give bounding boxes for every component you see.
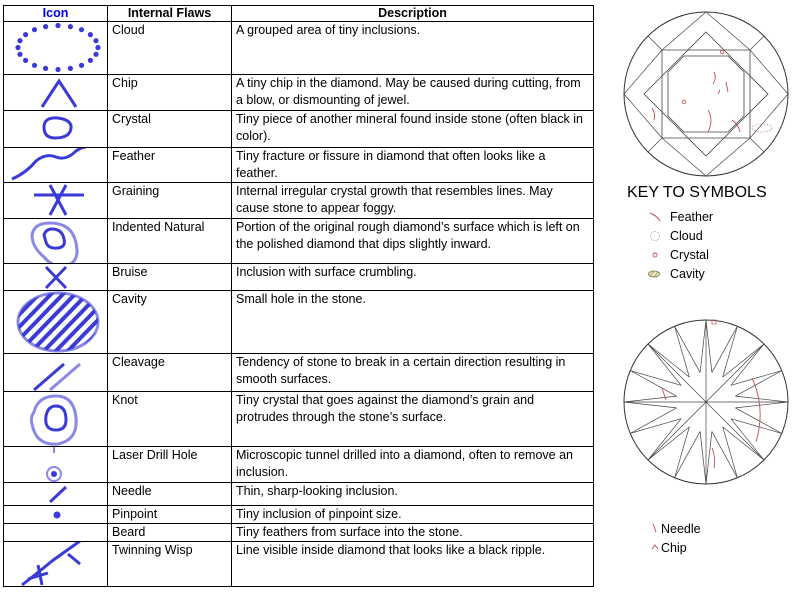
flaw-description: Internal irregular crystal growth that resembles lines. May cause stone to appear foggy. bbox=[232, 183, 594, 219]
icon-cell bbox=[4, 542, 108, 587]
chip-symbol-icon bbox=[648, 541, 662, 553]
flaw-name: Chip bbox=[108, 75, 232, 111]
icon-cell bbox=[4, 22, 108, 75]
flaw-name: Needle bbox=[108, 483, 232, 506]
key-title: KEY TO SYMBOLS bbox=[627, 184, 767, 201]
cavity-symbol-icon bbox=[646, 268, 662, 280]
flaw-description: Tiny fracture or fissure in diamond that often looks like a feather. bbox=[232, 148, 594, 183]
needle-icon bbox=[4, 483, 108, 506]
icon-cell bbox=[4, 354, 108, 392]
legend-crystal: Crystal bbox=[670, 248, 709, 262]
beard-icon bbox=[4, 524, 108, 542]
table-header-row bbox=[4, 6, 594, 22]
table-row bbox=[4, 264, 594, 291]
flaw-description: Portion of the original rough diamond’s surface which is left on the polished diamond that dips slightly inward. bbox=[232, 219, 594, 264]
internal-flaws-table bbox=[3, 5, 594, 587]
icon-cell bbox=[4, 524, 108, 542]
table-row bbox=[4, 447, 594, 483]
flaw-description: Tiny piece of another mineral found inside stone (often black in color). bbox=[232, 111, 594, 148]
icon-cell bbox=[4, 264, 108, 291]
cavity-icon bbox=[4, 291, 108, 354]
feather-icon bbox=[4, 148, 108, 183]
flaw-name: Graining bbox=[108, 183, 232, 219]
flaw-name: Twinning Wisp bbox=[108, 542, 232, 587]
feather-symbol-icon bbox=[648, 211, 662, 223]
indented-natural-icon bbox=[4, 219, 108, 264]
twinning-wisp-icon bbox=[4, 542, 108, 587]
icon-cell bbox=[4, 506, 108, 524]
icon-cell bbox=[4, 219, 108, 264]
table-row bbox=[4, 22, 594, 75]
pinpoint-icon bbox=[4, 506, 108, 524]
cleavage-icon bbox=[4, 354, 108, 392]
legend-feather: Feather bbox=[670, 210, 714, 224]
table-row bbox=[4, 291, 594, 354]
graining-icon bbox=[4, 183, 108, 219]
flaw-name: Cleavage bbox=[108, 354, 232, 392]
icon-cell bbox=[4, 148, 108, 183]
icon-cell bbox=[4, 75, 108, 111]
flaw-description: Inclusion with surface crumbling. bbox=[232, 264, 594, 291]
crystal-icon bbox=[4, 111, 108, 148]
flaw-name: Bruise bbox=[108, 264, 232, 291]
icon-cell bbox=[4, 392, 108, 447]
flaw-description: Tiny feathers from surface into the stone. bbox=[232, 524, 594, 542]
flaw-name: Feather bbox=[108, 148, 232, 183]
flaw-description: Tiny inclusion of pinpoint size. bbox=[232, 506, 594, 524]
icon-cell bbox=[4, 183, 108, 219]
icon-cell bbox=[4, 111, 108, 148]
knot-icon bbox=[4, 392, 108, 447]
table-row bbox=[4, 392, 594, 447]
cloud-icon bbox=[4, 22, 108, 75]
diamond-pavilion-diagram bbox=[622, 318, 790, 486]
flaw-description: Small hole in the stone. bbox=[232, 291, 594, 354]
flaw-description: Tiny crystal that goes against the diamond’s grain and protrudes through the stone’s surface. bbox=[232, 392, 594, 447]
table-row bbox=[4, 483, 594, 506]
flaw-name: Cloud bbox=[108, 22, 232, 75]
table-row bbox=[4, 542, 594, 587]
legend-cloud: Cloud bbox=[670, 229, 703, 243]
legend-needle: Needle bbox=[661, 522, 701, 536]
flaw-description: Tendency of stone to break in a certain direction resulting in smooth surfaces. bbox=[232, 354, 594, 392]
flaw-name: Beard bbox=[108, 524, 232, 542]
icon-cell bbox=[4, 483, 108, 506]
legend-chip: Chip bbox=[661, 541, 687, 555]
icon-cell bbox=[4, 447, 108, 483]
cloud-symbol-icon bbox=[648, 230, 662, 242]
flaw-name: Pinpoint bbox=[108, 506, 232, 524]
icon-column-header: Icon bbox=[4, 6, 108, 22]
table-row bbox=[4, 111, 594, 148]
legend-cavity: Cavity bbox=[670, 267, 705, 281]
chip-icon bbox=[4, 75, 108, 111]
table-row bbox=[4, 75, 594, 111]
diamond-crown-diagram bbox=[622, 10, 790, 178]
table-row bbox=[4, 506, 594, 524]
flaw-name: Cavity bbox=[108, 291, 232, 354]
bruise-icon bbox=[4, 264, 108, 291]
flaw-name: Indented Natural bbox=[108, 219, 232, 264]
table-row bbox=[4, 183, 594, 219]
table-row bbox=[4, 354, 594, 392]
table-row bbox=[4, 148, 594, 183]
table-row bbox=[4, 524, 594, 542]
crystal-symbol-icon bbox=[648, 249, 662, 261]
flaw-name: Laser Drill Hole bbox=[108, 447, 232, 483]
flaw-description: Microscopic tunnel drilled into a diamond, often to remove an inclusion. bbox=[232, 447, 594, 483]
flaw-column-header: Internal Flaws bbox=[108, 6, 232, 22]
icon-cell bbox=[4, 291, 108, 354]
needle-symbol-icon bbox=[648, 522, 662, 534]
laser-drill-hole-icon bbox=[4, 447, 108, 483]
table-row bbox=[4, 219, 594, 264]
flaw-description: A tiny chip in the diamond. May be caused during cutting, from a blow, or dismounting of jewel. bbox=[232, 75, 594, 111]
flaw-description: Line visible inside diamond that looks like a black ripple. bbox=[232, 542, 594, 587]
flaw-description: Thin, sharp-looking inclusion. bbox=[232, 483, 594, 506]
flaw-description: A grouped area of tiny inclusions. bbox=[232, 22, 594, 75]
flaw-name: Knot bbox=[108, 392, 232, 447]
description-column-header: Description bbox=[232, 6, 594, 22]
flaw-name: Crystal bbox=[108, 111, 232, 148]
